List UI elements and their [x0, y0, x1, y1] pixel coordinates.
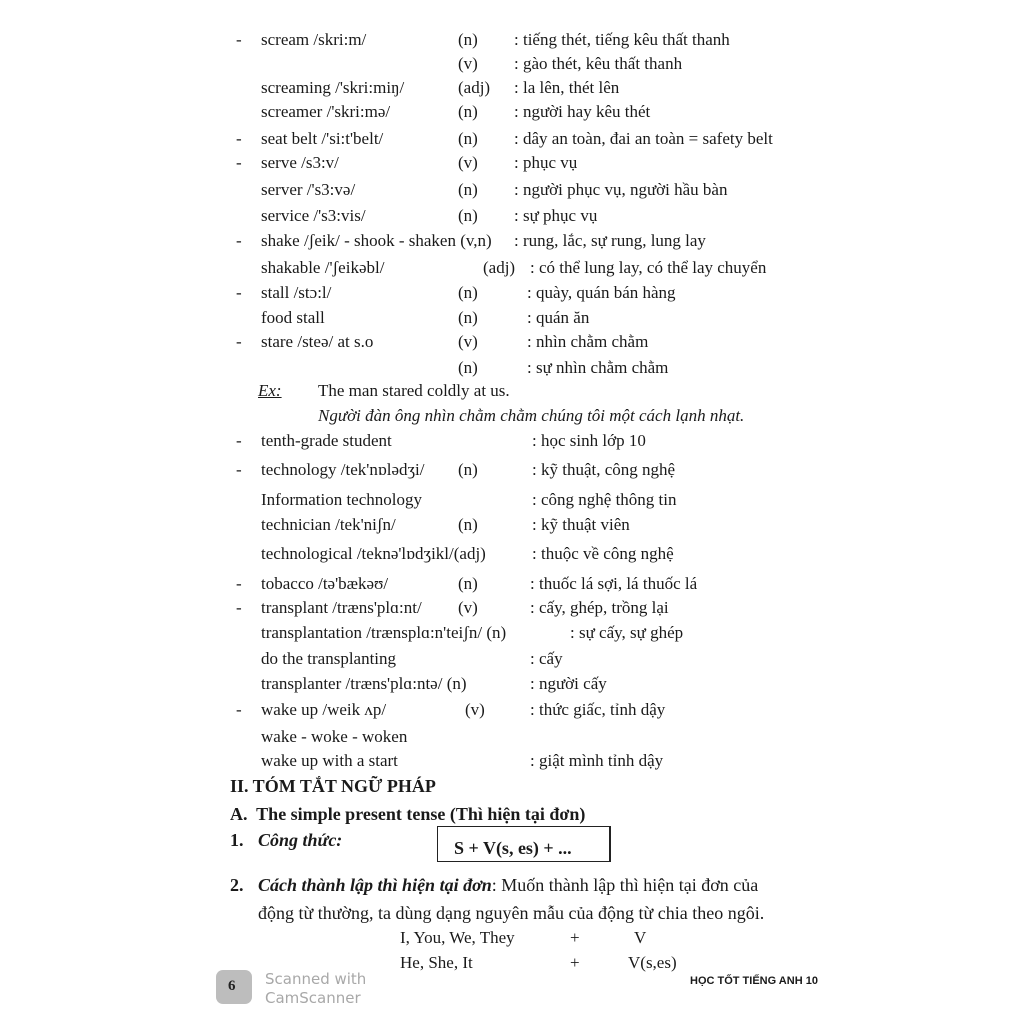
vocab-meaning: : thuốc lá sợi, lá thuốc lá [530, 574, 698, 593]
vocab-word: seat belt /'si:t'belt/ [261, 129, 384, 148]
vocab-meaning: : la lên, thét lên [514, 78, 620, 97]
vocab-meaning: : người hay kêu thét [514, 102, 651, 121]
vocab-word: screaming /'skri:miŋ/ [261, 78, 405, 97]
subsection-title: A. The simple present tense (Thì hiện tại đơn) [230, 804, 586, 824]
vocab-word: technician /tek'niʃn/ [261, 515, 396, 534]
vocab-meaning: : sự phục vụ [514, 206, 598, 225]
vocab-word: transplant /træns'plɑ:nt/ [261, 598, 422, 617]
vocab-word: technological /teknə'lɒdʒikl/(adj) [261, 544, 486, 563]
list-bullet: - [236, 598, 242, 617]
vocab-meaning: : quán ăn [527, 308, 590, 327]
vocab-word: wake up /weik ʌp/ [261, 700, 387, 719]
item1-label: Công thức: [258, 830, 343, 850]
item2-line1 [258, 875, 758, 895]
vocab-meaning: : học sinh lớp 10 [532, 431, 646, 450]
vocab-word: wake up with a start [261, 751, 398, 770]
vocab-part-of-speech: (v) [458, 153, 478, 172]
watermark-line2: CamScanner [265, 989, 361, 1007]
book-title: HỌC TỐT TIẾNG ANH 10 [690, 975, 818, 987]
list-bullet: - [236, 700, 242, 719]
item2-number: 2. [230, 875, 244, 895]
vocab-meaning: : công nghệ thông tin [532, 490, 677, 509]
vocab-part-of-speech: (n) [458, 358, 478, 377]
vocab-part-of-speech: (n) [458, 30, 478, 49]
formula: S + V(s, es) + ... [454, 838, 572, 858]
vocab-word: transplantation /trænsplɑ:n'teiʃn/ (n) [261, 623, 507, 642]
vocab-meaning: : thuộc về công nghệ [532, 544, 674, 563]
vocab-part-of-speech: (n) [458, 460, 478, 479]
vocab-meaning: : người cấy [530, 674, 607, 693]
conjugation-subject: I, You, We, They [400, 928, 515, 947]
conjugation-plus: + [570, 953, 580, 972]
example-english: The man stared coldly at us. [318, 381, 510, 400]
list-bullet: - [236, 231, 242, 250]
vocab-word: service /'s3:vis/ [261, 206, 366, 225]
vocab-meaning: : gào thét, kêu thất thanh [514, 54, 683, 73]
vocab-meaning: : tiếng thét, tiếng kêu thất thanh [514, 30, 730, 49]
vocab-part-of-speech: (n) [458, 515, 478, 534]
list-bullet: - [236, 30, 242, 49]
vocab-meaning: : giật mình tỉnh dậy [530, 751, 664, 770]
vocab-part-of-speech: (n) [458, 180, 478, 199]
vocab-part-of-speech: (v) [465, 700, 485, 719]
conjugation-subject: He, She, It [400, 953, 473, 972]
list-bullet: - [236, 574, 242, 593]
vocab-part-of-speech: (n) [458, 574, 478, 593]
vocab-word: stare /steə/ at s.o [261, 332, 374, 351]
list-bullet: - [236, 460, 242, 479]
vocab-meaning: : kỹ thuật viên [532, 515, 630, 534]
watermark-line1: Scanned with [265, 970, 367, 988]
vocab-word: Information technology [261, 490, 422, 509]
vocab-meaning: : sự cấy, sự ghép [570, 623, 684, 642]
vocab-word: tenth-grade student [261, 431, 392, 450]
vocab-part-of-speech: (adj) [458, 78, 491, 97]
vocab-meaning: : sự nhìn chằm chằm [527, 358, 669, 377]
vocab-word: transplanter /træns'plɑ:ntə/ (n) [261, 674, 467, 693]
page-number: 6 [228, 978, 236, 994]
item2-line2: động từ thường, ta dùng dạng nguyên mẫu của động từ chia theo ngôi. [258, 903, 765, 923]
list-bullet: - [236, 431, 242, 450]
vocab-meaning: : thức giấc, tỉnh dậy [530, 700, 666, 719]
vocab-word: do the transplanting [261, 649, 397, 668]
vocab-word: food stall [261, 308, 325, 327]
vocab-meaning: : nhìn chằm chằm [527, 332, 649, 351]
vocab-word: scream /skri:m/ [261, 30, 367, 49]
vocab-meaning: : có thể lung lay, có thể lay chuyển [530, 258, 767, 277]
list-bullet: - [236, 129, 242, 148]
vocab-part-of-speech: (n) [458, 283, 478, 302]
vocab-part-of-speech: (v) [458, 598, 478, 617]
vocab-part-of-speech: (n) [458, 206, 478, 225]
example-vietnamese: Người đàn ông nhìn chằm chằm chúng tôi một cách lạnh nhạt. [318, 406, 745, 425]
vocab-word: server /'s3:və/ [261, 180, 356, 199]
vocab-meaning: : cấy [530, 649, 563, 668]
vocab-word: serve /s3:v/ [261, 153, 339, 172]
vocab-word: tobacco /tə'bækəʊ/ [261, 574, 389, 593]
camscanner-watermark [265, 970, 366, 1008]
vocab-meaning: : kỹ thuật, công nghệ [532, 460, 676, 479]
item2-label: Cách thành lập thì hiện tại đơn [258, 875, 492, 895]
vocab-part-of-speech: (v) [458, 332, 478, 351]
vocab-part-of-speech: (n) [458, 129, 478, 148]
vocab-part-of-speech: (adj) [483, 258, 516, 277]
vocab-word: wake - woke - woken [261, 727, 408, 746]
section-title: II. TÓM TẮT NGỮ PHÁP [230, 776, 436, 796]
vocab-meaning: : cấy, ghép, trồng lại [530, 598, 669, 617]
list-bullet: - [236, 332, 242, 351]
example-label: Ex: [258, 381, 282, 400]
vocab-word: shake /ʃeik/ - shook - shaken (v,n) [261, 231, 492, 250]
vocab-word: shakable /'ʃeikəbl/ [261, 258, 385, 277]
vocab-part-of-speech: (n) [458, 308, 478, 327]
list-bullet: - [236, 283, 242, 302]
list-bullet: - [236, 153, 242, 172]
vocab-meaning: : quày, quán bán hàng [527, 283, 676, 302]
item1-number: 1. [230, 830, 244, 850]
vocab-meaning: : rung, lắc, sự rung, lung lay [514, 231, 706, 250]
conjugation-verb: V(s,es) [628, 953, 677, 972]
vocab-part-of-speech: (v) [458, 54, 478, 73]
vocab-meaning: : người phục vụ, người hầu bàn [514, 180, 728, 199]
conjugation-plus: + [570, 928, 580, 947]
vocab-meaning: : dây an toàn, đai an toàn = safety belt [514, 129, 773, 148]
vocab-meaning: : phục vụ [514, 153, 578, 172]
vocab-part-of-speech: (n) [458, 102, 478, 121]
item2-text: : Muốn thành lập thì hiện tại đơn của [491, 875, 759, 895]
vocab-word: technology /tek'nɒlədʒi/ [261, 460, 425, 479]
vocab-word: stall /stɔ:l/ [261, 283, 332, 302]
conjugation-verb: V [634, 928, 647, 947]
vocab-word: screamer /'skri:mə/ [261, 102, 391, 121]
